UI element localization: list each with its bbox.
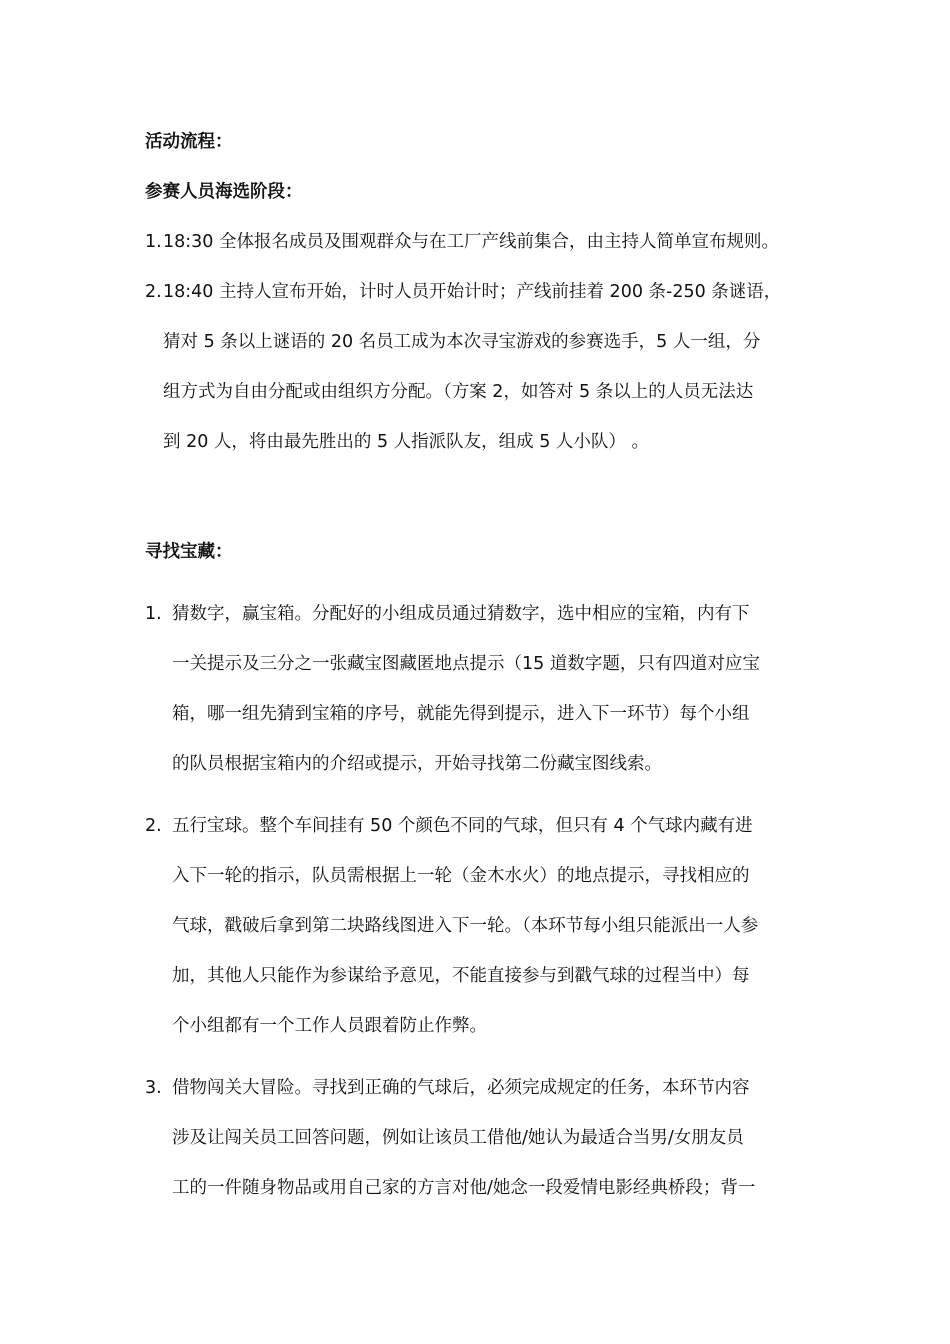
audition-item-2-line-1: 18:40 主持人宣布开始，计时人员开始计时；产线前挂着 200 条-250 条谜语，	[163, 282, 782, 302]
heading-activity-flow: 活动流程：	[145, 132, 233, 152]
treasure-item-2-line-1: 五行宝球。整个车间挂有 50 个颜色不同的气球，但只有 4 个气球内藏有进	[172, 816, 753, 836]
treasure-item-3-line-2: 涉及让闯关员工回答问题，例如让该员工借他/她认为最适合当男/女朋友员	[172, 1128, 744, 1148]
audition-item-1-number: 1.	[145, 232, 162, 252]
treasure-item-1-line-3: 箱，哪一组先猜到宝箱的序号，就能先得到提示，进入下一环节）每个小组	[172, 704, 750, 724]
treasure-item-3-line-1: 借物闯关大冒险。寻找到正确的气球后，必须完成规定的任务，本环节内容	[172, 1078, 750, 1098]
treasure-item-2-line-3: 气球，戳破后拿到第二块路线图进入下一轮。（本环节每小组只能派出一人参	[172, 916, 759, 936]
audition-item-2-line-3: 组方式为自由分配或由组织方分配。（方案 2，如答对 5 条以上的人员无法达	[163, 382, 754, 402]
audition-item-2-number: 2.	[145, 282, 162, 302]
treasure-item-2-line-4: 加，其他人只能作为参谋给予意见，不能直接参与到戳气球的过程当中）每	[172, 966, 750, 986]
treasure-item-1-number: 1.	[145, 604, 162, 624]
audition-item-1-line-1: 18:30 全体报名成员及围观群众与在工厂产线前集合，由主持人简单宣布规则。	[163, 232, 779, 252]
treasure-item-3-number: 3.	[145, 1078, 162, 1098]
treasure-item-2-line-5: 个小组都有一个工作人员跟着防止作弊。	[172, 1016, 487, 1036]
treasure-item-3-line-3: 工的一件随身物品或用自己家的方言对他/她念一段爱情电影经典桥段；背一	[172, 1178, 756, 1198]
audition-item-2-line-4: 到 20 人，将由最先胜出的 5 人指派队友，组成 5 人小队） 。	[163, 432, 649, 452]
treasure-item-2-line-2: 入下一轮的指示，队员需根据上一轮（金木水火）的地点提示，寻找相应的	[172, 866, 750, 886]
heading-audition-stage: 参赛人员海选阶段：	[145, 182, 303, 202]
heading-find-treasure: 寻找宝藏：	[145, 542, 233, 562]
treasure-item-1-line-1: 猜数字，赢宝箱。分配好的小组成员通过猜数字，选中相应的宝箱，内有下	[172, 604, 750, 624]
treasure-item-1-line-2: 一关提示及三分之一张藏宝图藏匿地点提示（15 道数字题，只有四道对应宝	[172, 654, 760, 674]
treasure-item-1-line-4: 的队员根据宝箱内的介绍或提示，开始寻找第二份藏宝图线索。	[172, 754, 662, 774]
treasure-item-2-number: 2.	[145, 816, 162, 836]
audition-item-2-line-2: 猜对 5 条以上谜语的 20 名员工成为本次寻宝游戏的参赛选手，5 人一组，分	[163, 332, 761, 352]
